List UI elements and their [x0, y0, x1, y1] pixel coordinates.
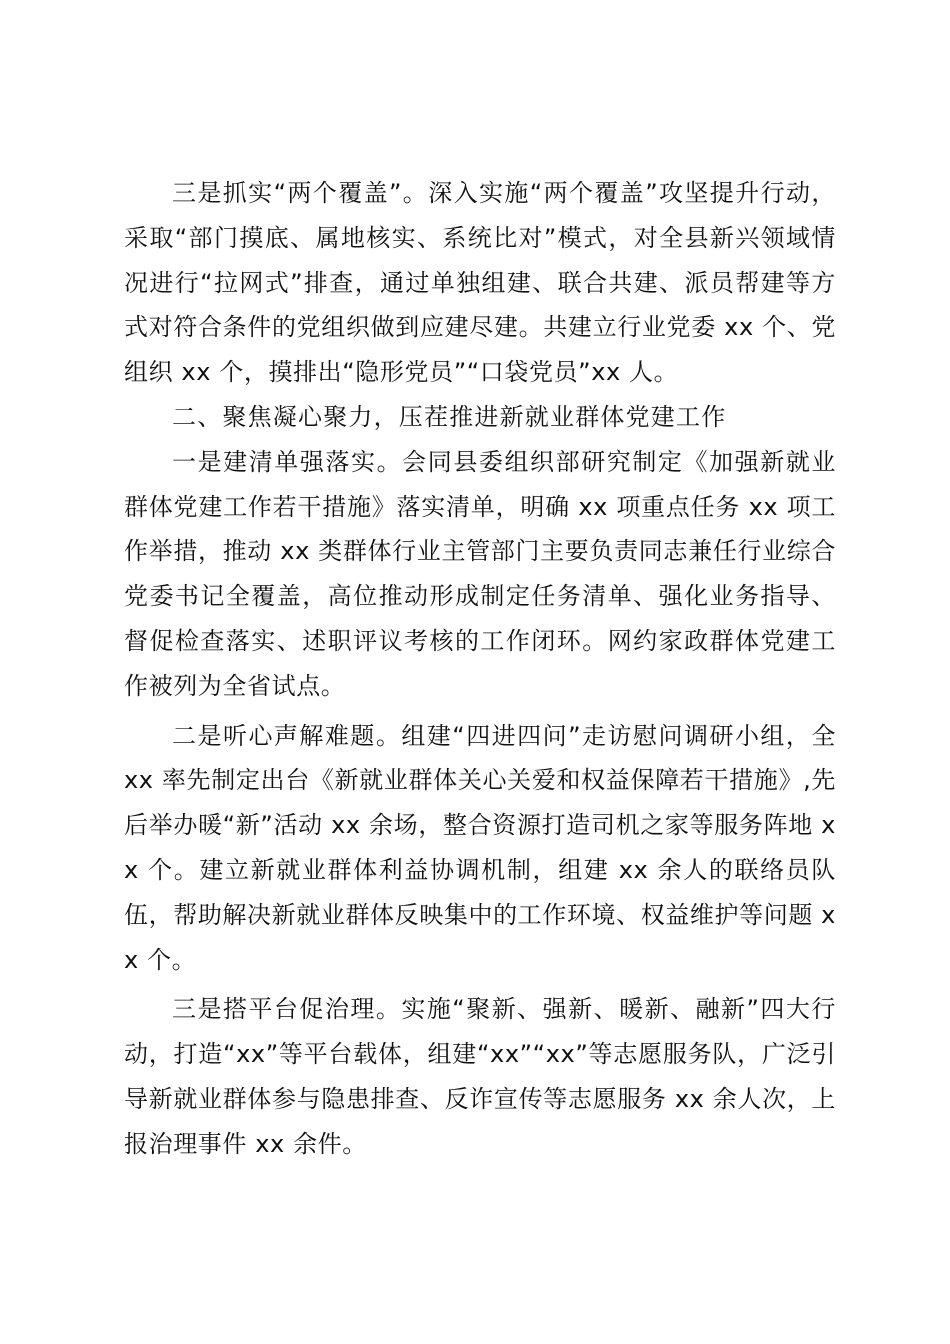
paragraph-listening: 二是听心声解难题。组建“四进四问”走访慰问调研小组，全 xx 率先制定出台《新就业群体关心关爱和权益保障若干措施》,先后举办暖“新”活动 xx 余场，整合资源打造司机之家等服务阵地 xx 个。建立新就业群体利益协调机制，组建 xx 余人的联络员队伍，帮助解决新就业群体反映集中的工作环境、权益维护等问题 xx 个。: [124, 721, 836, 974]
paragraph-platform: 三是搭平台促治理。实施“聚新、强新、暖新、融新”四大行动，打造“xx”等平台载体，组建“xx”“xx”等志愿服务队，广泛引导新就业群体参与隐患排查、反诈宣传等志愿服务 xx 余人次，上报治理事件 xx 余件。: [124, 995, 836, 1158]
paragraph-checklist: 一是建清单强落实。会同县委组织部研究制定《加强新就业群体党建工作若干措施》落实清单，明确 xx 项重点任务 xx 项工作举措，推动 xx 类群体行业主管部门主要负责同志兼任行业综合党委书记全覆盖，高位推动形成制定任务清单、强化业务指导、督促检查落实、述职评议考核的工作闭环。网约家政群体党建工作被列为全省试点。: [124, 447, 836, 700]
section-heading: 二、聚焦凝心聚力，压茬推进新就业群体党建工作: [172, 402, 727, 431]
paragraph-coverage: 三是抓实“两个覆盖”。深入实施“两个覆盖”攻坚提升行动，采取“部门摸底、属地核实、系统比对”模式，对全县新兴领域情况进行“拉网式”排查，通过单独组建、联合共建、派员帮建等方式对符合条件的党组织做到应建尽建。共建立行业党委 xx 个、党组织 xx 个，摸排出“隐形党员”“口袋党员”xx 人。: [124, 179, 836, 387]
document-body: [124, 171, 836, 1167]
